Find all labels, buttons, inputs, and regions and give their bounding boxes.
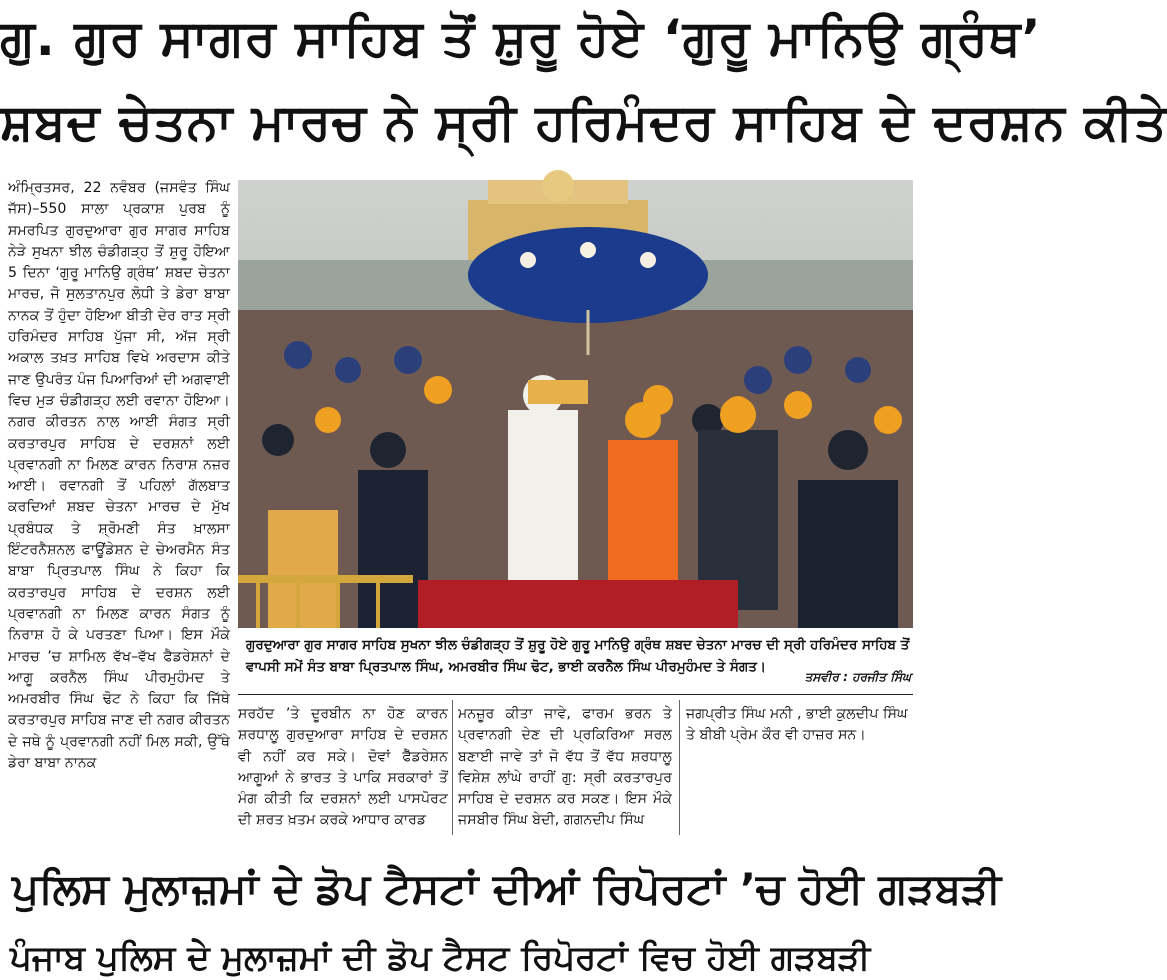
photo-credit: ਤਸਵੀਰ : ਹਰਜੀਤ ਸਿੰਘ xyxy=(804,670,911,684)
article-column-4: ਜਗਪ੍ਰੀਤ ਸਿੰਘ ਮਨੀ , ਭਾਈ ਕੁਲਦੀਪ ਸਿੰਘ ਤੇ ਬੀਬੀ ਪ੍ਰੇਮ ਕੌਰ ਵੀ ਹਾਜ਼ਰ ਸਨ। xyxy=(686,706,908,744)
photo-caption: ਗੁਰਦੁਆਰਾ ਗੁਰ ਸਾਗਰ ਸਾਹਿਬ ਸੁਖਨਾ ਝੀਲ ਚੰਡੀਗੜ੍ਹ ਤੋਂ ਸ਼ੁਰੂ ਹੋਏ ਗੁਰੂ ਮਾਨਿਉ ਗ੍ਰੰਥ ਸ਼ਬਦ ਚੇਤਨਾ ਮਾਰਚ ਦੀ ਸ੍ਰੀ ਹਰਿਮੰਦਰ ਸਾਹਿਬ ਤੋਂ ਵਾਪਸੀ ਸਮੇਂ ਸੰਤ ਬਾਬਾ ਪ੍ਰਿਤਪਾਲ ਸਿੰਘ, ਅਮਰਬੀਰ ਸਿੰਘ ਢੋਟ, ਭਾਈ ਕਰਨੈਲ ਸਿੰਘ ਪੀਰਮੁਹੰਮਦ ਤੇ ਸੰਗਤ। xyxy=(246,637,910,675)
news-photo xyxy=(238,180,913,628)
article-column-2: ਸਰਹੱਦ ’ਤੇ ਦੂਰਬੀਨ ਨਾ ਹੋਣ ਕਾਰਨ ਸ਼ਰਧਾਲੂ ਗੁਰਦੁਆਰਾ ਸਾਹਿਬ ਦੇ ਦਰਸ਼ਨ ਵੀ ਨਹੀਂ ਕਰ ਸਕੇ। ਦੋਵਾਂ ਫੈੱਡਰੇਸ਼ਨ ਆਗੂਆਂ ਨੇ ਭਾਰਤ ਤੇ ਪਾਕਿ ਸਰਕਾਰਾਂ ਤੋਂ ਮੰਗ ਕੀਤੀ ਕਿ ਦਰਸ਼ਨਾਂ ਲਈ ਪਾਸਪੋਰਟ ਦੀ ਸ਼ਰਤ ਖ਼ਤਮ ਕਰਕੇ ਆਧਾਰ ਕਾਰਡ xyxy=(238,706,448,829)
column-divider xyxy=(679,700,680,835)
subheadline: ਪੁਲਿਸ ਮੁਲਾਜ਼ਮਾਂ ਦੇ ਡੋਪ ਟੈਸਟਾਂ ਦੀਆਂ ਰਿਪੋਰਟਾਂ ’ਚ ਹੋਈ ਗੜਬੜੀ xyxy=(12,864,1002,913)
subheadline-second-line: ਪੰਜਾਬ ਪੁਲਿਸ ਦੇ ਮੁਲਾਜ਼ਮਾਂ ਦੀ ਡੋਪ ਟੈਸਟ ਰਿਪੋਰਟਾਂ ਵਿਚ ਹੋਈ ਗੜਬੜੀ xyxy=(10,938,871,978)
procession-photo-illustration xyxy=(238,180,913,628)
headline-line-2: ਸ਼ਬਦ ਚੇਤਨਾ ਮਾਰਚ ਨੇ ਸ੍ਰੀ ਹਰਿਮੰਦਰ ਸਾਹਿਬ ਦੇ ਦਰਸ਼ਨ ਕੀਤੇ xyxy=(0,93,1167,151)
subheadline-second-line-cropped xyxy=(10,936,910,978)
column-divider xyxy=(452,700,453,835)
caption-divider xyxy=(238,694,913,695)
headline-line-1: ਗੁ. ਗੁਰ ਸਾਗਰ ਸਾਹਿਬ ਤੋਂ ਸ਼ੁਰੂ ਹੋਏ ‘ਗੁਰੂ ਮਾਨਿਉ ਗ੍ਰੰਥ’ xyxy=(0,9,1042,67)
article-column-3: ਮਨਜ਼ੂਰ ਕੀਤਾ ਜਾਵੇ, ਫਾਰਮ ਭਰਨ ਤੇ ਪ੍ਰਵਾਨਗੀ ਦੇਣ ਦੀ ਪ੍ਰਕਿਰਿਆ ਸਰਲ ਬਣਾਈ ਜਾਵੇ ਤਾਂ ਜੋ ਵੱਧ ਤੋਂ ਵੱਧ ਸ਼ਰਧਾਲੂ ਵਿਸ਼ੇਸ਼ ਲਾਂਘੇ ਰਾਹੀਂ ਗੁ: ਸ੍ਰੀ ਕਰਤਾਰਪੁਰ ਸਾਹਿਬ ਦੇ ਦਰਸ਼ਨ ਕਰ ਸਕਣ। ਇਸ ਮੌਕੇ ਜਸਬੀਰ ਸਿੰਘ ਬੇਦੀ, ਗਗਨਦੀਪ ਸਿੰਘ xyxy=(458,706,672,829)
article-column-1: ਅੰਮ੍ਰਿਤਸਰ, 22 ਨਵੰਬਰ (ਜਸਵੰਤ ਸਿੰਘ ਜੱਸ)–550 ਸਾਲਾ ਪ੍ਰਕਾਸ਼ ਪੁਰਬ ਨੂੰ ਸਮਰਪਿਤ ਗੁਰਦੁਆਰਾ ਗੁਰ ਸਾਗਰ ਸਾਹਿਬ ਨੇੜੇ ਸੁਖਨਾ ਝੀਲ ਚੰਡੀਗੜ੍ਹ ਤੋਂ ਸ਼ੁਰੂ ਹੋਇਆ 5 ਦਿਨਾ ‘ਗੁਰੂ ਮਾਨਿਉ ਗ੍ਰੰਥ’ ਸ਼ਬਦ ਚੇਤਨਾ ਮਾਰਚ, ਜੋ ਸੁਲਤਾਨਪੁਰ ਲੋਧੀ ਤੇ ਡੇਰਾ ਬਾਬਾ ਨਾਨਕ ਤੋਂ ਹੁੰਦਾ ਹੋਇਆ ਬੀਤੀ ਦੇਰ ਰਾਤ ਸ੍ਰੀ ਹਰਿਮੰਦਰ ਸਾਹਿਬ ਪੁੱਜਾ ਸੀ, ਅੱਜ ਸ੍ਰੀ ਅਕਾਲ ਤਖ਼ਤ ਸਾਹਿਬ ਵਿਖੇ ਅਰਦਾਸ ਕੀਤੇ ਜਾਣ ਉਪਰੰਤ ਪੰਜ ਪਿਆਰਿਆਂ ਦੀ ਅਗਵਾਈ ਵਿਚ ਮੁੜ ਚੰਡੀਗੜ੍ਹ ਲਈ ਰਵਾਨਾ ਹੋਇਆ। ਨਗਰ ਕੀਰਤਨ ਨਾਲ ਆਈ ਸੰਗਤ ਸ੍ਰੀ ਕਰਤਾਰਪੁਰ ਸਾਹਿਬ ਦੇ ਦਰਸ਼ਨਾਂ ਲਈ ਪ੍ਰਵਾਨਗੀ ਨਾ ਮਿਲਣ ਕਾਰਨ ਨਿਰਾਸ਼ ਨਜ਼ਰ ਆਈ। ਰਵਾਨਗੀ ਤੋਂ ਪਹਿਲਾਂ ਗੱਲਬਾਤ ਕਰਦਿਆਂ ਸ਼ਬਦ ਚੇਤਨਾ ਮਾਰਚ ਦੇ ਮੁੱਖ ਪ੍ਰਬੰਧਕ ਤੇ ਸ਼੍ਰੋਮਣੀ ਸੰਤ ਖ਼ਾਲਸਾ ਇੰਟਰਨੈਸ਼ਨਲ ਫਾਊਂਡੇਸ਼ਨ ਦੇ ਚੇਅਰਮੈਨ ਸੰਤ ਬਾਬਾ ਪ੍ਰਿਤਪਾਲ ਸਿੰਘ ਨੇ ਕਿਹਾ ਕਿ ਕਰਤਾਰਪੁਰ ਸਾਹਿਬ ਦੇ ਦਰਸ਼ਨ ਲਈ ਪ੍ਰਵਾਨਗੀ ਨਾ ਮਿਲਣ ਕਾਰਨ ਸੰਗਤ ਨੂੰ ਨਿਰਾਸ਼ ਹੋ ਕੇ ਪਰਤਣਾ ਪਿਆ। ਇਸ ਮੌਕੇ ਮਾਰਚ ’ਚ ਸ਼ਾਮਿਲ ਵੱਖ–ਵੱਖ ਫੈਡਰੇਸ਼ਨਾਂ ਦੇ ਆਗੂ ਕਰਨੈਲ ਸਿੰਘ ਪੀਰਮੁਹੰਮਦ ਤੇ ਅਮਰਬੀਰ ਸਿੰਘ ਢੋਟ ਨੇ ਕਿਹਾ ਕਿ ਜਿੱਥੇ ਕਰਤਾਰਪੁਰ ਸਾਹਿਬ ਜਾਣ ਦੀ ਨਗਰ ਕੀਰਤਨ ਦੇ ਜਥੇ ਨੂੰ ਪ੍ਰਵਾਨਗੀ ਨਹੀਂ ਮਿਲ ਸਕੀ, ਉੱਥੇ ਡੇਰਾ ਬਾਬਾ ਨਾਨਕ xyxy=(8,180,230,772)
